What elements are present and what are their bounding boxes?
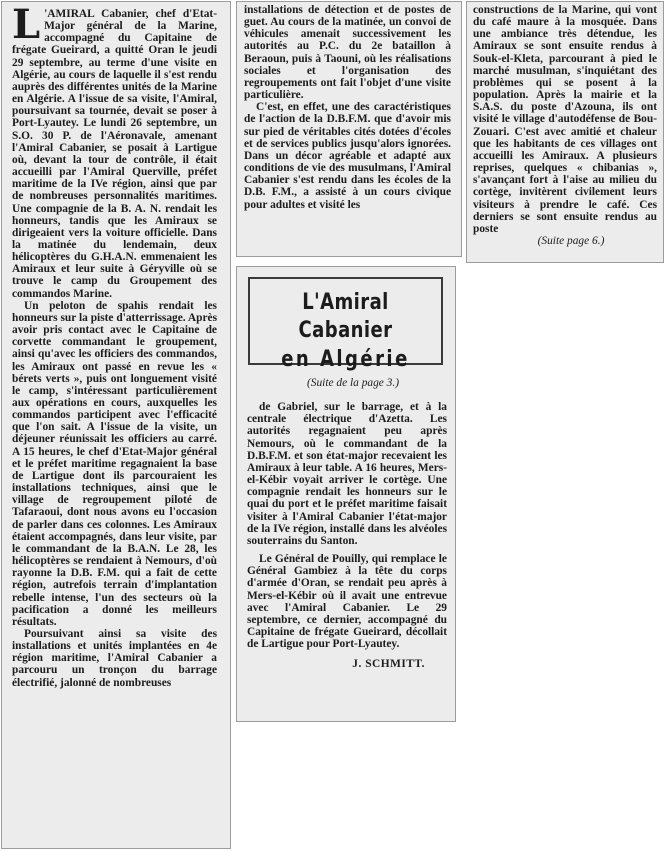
column-3-text (473, 4, 657, 247)
article-column-2 (236, 1, 462, 257)
column-2-text (244, 4, 451, 211)
column-3-paragraph-1: constructions de la Marine, qui vont du café maure à la mosquée. Dans une ambiance très détendue, les Amiraux se sont ensuite rendus à Souk-el-Kleta, parcourant à pied le marché musulman, s'inquiétant des problèmes qui se posent à la population. Après la mairie et la S.A.S. du poste d'Azouna, ils ont visité le village d'autodéfense de Bou-Zouari. C'est avec amitié et chaleur que les habitants de ces villages ont accueilli les Amiraux. A plusieurs reprises, quelques « chibanias », s'avançant fort à l'aise au milieu du cortège, invitèrent civilement leurs visiteurs à prendre le café. Ces derniers se sont ensuite rendus au poste (473, 4, 657, 235)
column-1-paragraph-1: L 'AMIRAL Cabanier, chef d'Etat-Major général de la Marine, accompagné du Capitaine de frégate Gueirard, a quitté Oran le jeudi 29 septembre, au terme d'une visite en Algérie, au cours de laquelle il s'est rendu auprès des différentes unités de la Marine en Algérie. A l'issue de sa visite, l'Amiral, poursuivant sa tournée, devait se poser à Port-Lyautey. Le lundi 26 septembre, un S.O. 30 P. de l'Aéronavale, amenant l'Amiral Cabanier, se posait à Lartigue où, devant la tour de contrôle, il était accueilli par l'Amiral Querville, préfet maritime de la IVe région, ainsi que par de nombreuses personnalités maritimes. Une compagnie de la B. A. N. rendait les honneurs, tandis que les Amiraux se dirigeaient vers la voiture officielle. Dans la matinée du lendemain, deux hélicoptères du G.H.A.N. emmenaient les Amiraux et leur suite à Géryville où se trouve le camp du Groupement des commandos Marine. (12, 1, 217, 300)
column-2-paragraph-2: C'est, en effet, une des caractéristiques de l'action de la D.B.F.M. que d'avoir mis sur pied de véritables cités dotées d'écoles et de services publics jusqu'alors ignorées. Dans un décor agréable et adapté aux conditions de vie des musulmans, l'Amiral Cabanier s'est rendu dans les écoles de la D.B. F.M., a assisté à un cours civique pour adultes et visité les (244, 101, 451, 211)
headline-line-1: L'Amiral Cabanier (298, 290, 393, 343)
column-1-paragraph-3: Poursuivant ainsi sa visite des installations et unités implantées en 4e région maritime, l'Amiral Cabanier a parcouru un tronçon du barrage électrifié, jalonné de nombreuses (12, 627, 217, 689)
continued-from-note: (Suite de la page 3.) (306, 377, 400, 389)
continued-note: (Suite page 6.) (537, 234, 605, 247)
drop-cap: L (12, 1, 41, 48)
column-1-paragraph-2: Un peloton de spahis rendait les honneurs sur la piste d'atterrissage. Après avoir pris contact avec le Capitaine de corvette commandant le groupement, ainsi qu'avec les officiers des commandos, les Amiraux ont passé en revue les « bérets verts », puis ont longuement visité le camp, s'intéressant particulièrement aux opérations en cours, auxquelles les commandos participent avec l'efficacité que l'on sait. A l'issue de la visite, un déjeuner réunissait les officiers au carré. A 15 heures, le chef d'Etat-Major général et le préfet maritime regagnaient la base de Lartigue dont ils parcouraient les installations techniques, ainsi que le village de regroupement piloté de Tafaraoui, dont nous avons eu l'occasion de parler dans ces colonnes. Les Amiraux étaient accompagnés, dans leur visite, par le commandant de la B.A.N. Le 28, les hélicoptères se rendaient à Nemours, d'où rayonne la D.B. F.M. qui a fait de cette région, autrefois terrain d'implantation rebelle intense, l'un des secteurs où la pacification a donné les meilleurs résultats. (12, 299, 217, 628)
article-column-3 (466, 1, 664, 263)
headline-line-2: en Algérie (281, 347, 410, 372)
article-column-1 (1, 1, 231, 849)
continuation-paragraph-1: de Gabriel, sur le barrage, et à la centrale électrique d'Azetta. Les autorités regagnaient peu après Nemours, où le commandant de la D.B.F.M. et son état-major recevaient les Amiraux à leur table. A 16 heures, Mers-el-Kébir voyait arriver le cortège. Une compagnie rendait les honneurs sur le quai du port et le préfet maritime faisait visiter à l'Amiral Cabanier l'état-major de la IVe région, installé dans les alvéoles souterrains du Santon. (247, 401, 447, 547)
continuation-text (247, 377, 447, 670)
column-1-text (12, 1, 217, 689)
column-2-paragraph-1: installations de détection et de postes de guet. Au cours de la matinée, un convoi de véhicules amenait successivement les autorités au P.C. du 2e bataillon à Beraoun, puis à Taouni, où les réalisations sociales et l'organisation des regroupements ont fait l'objet d'une visite particulière. (244, 4, 451, 102)
continuation-paragraph-2: Le Général de Pouilly, qui remplace le Général Gambiez à la tête du corps d'armée d'Oran, se rendait peu après à Mers-el-Kébir où il avait une entrevue avec l'Amiral Cabanier. Le 29 septembre, ce dernier, accompagné du Capitaine de frégate Gueirard, décollait de Lartigue pour Port-Lyautey. (247, 553, 447, 651)
headline-box (248, 277, 443, 372)
author-signature: J. SCHMITT. (352, 658, 425, 671)
continuation-clipping (236, 266, 456, 722)
